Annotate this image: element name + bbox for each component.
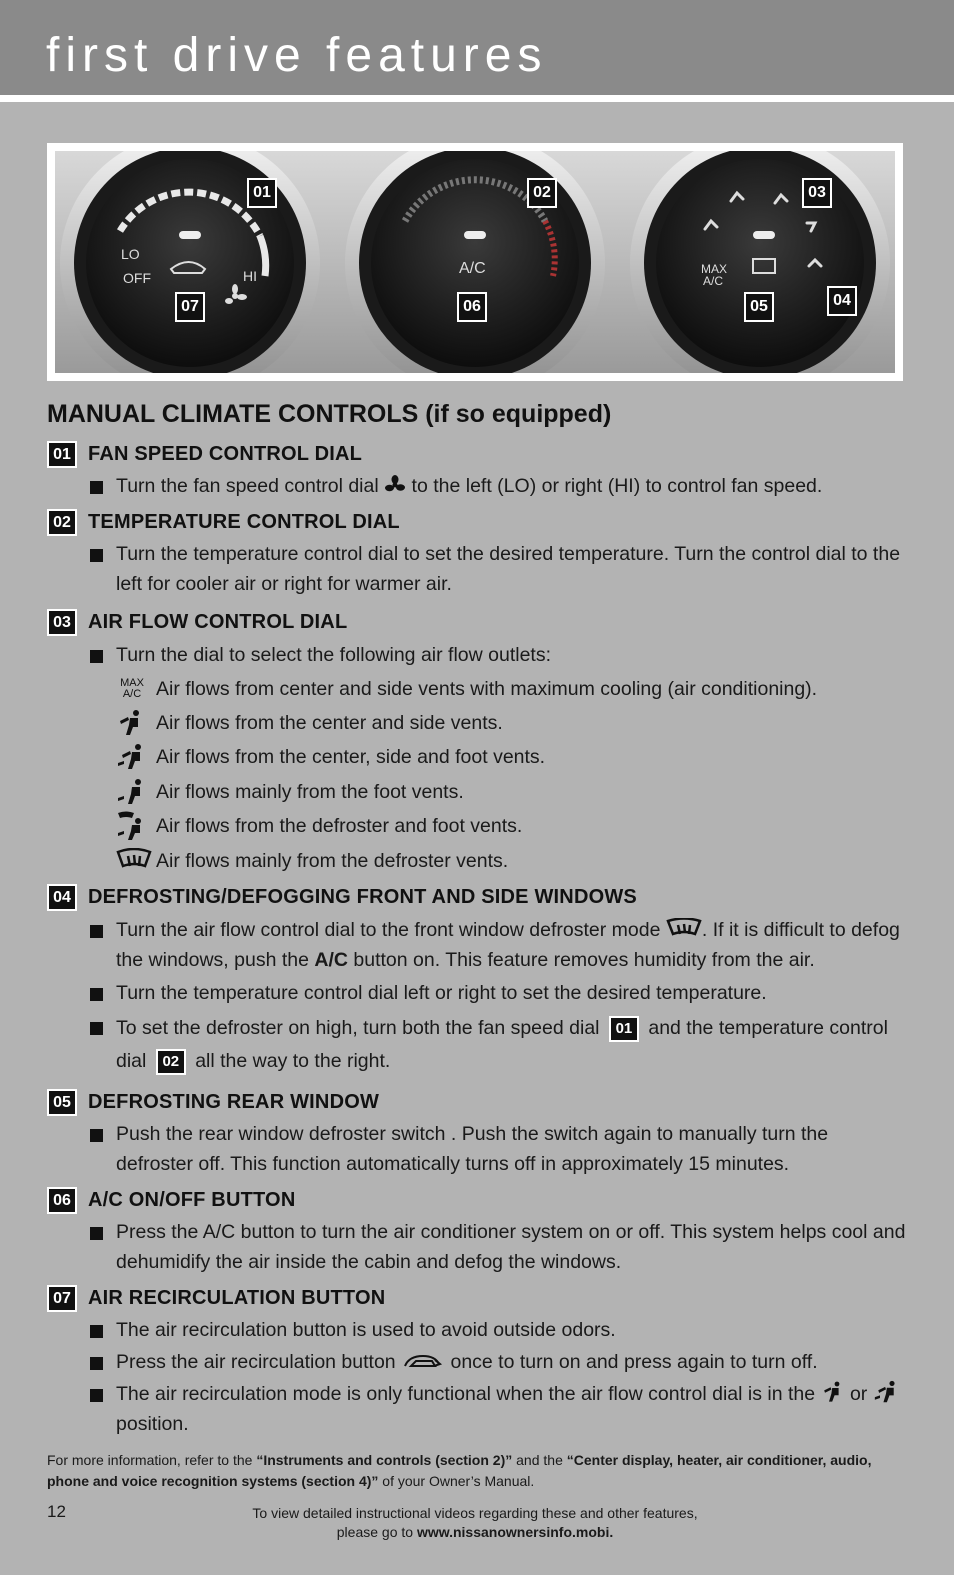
dial-label-hi: HI bbox=[243, 268, 257, 284]
footer-url[interactable]: www.nissanownersinfo.mobi. bbox=[416, 1524, 614, 1540]
bullet-text: all the way to the right. bbox=[195, 1050, 391, 1072]
bullet-text: and the temperature control dial bbox=[116, 1017, 888, 1072]
item-badge: 05 bbox=[47, 1089, 77, 1116]
max-ac-icon bbox=[116, 678, 156, 700]
temperature-dial bbox=[345, 151, 605, 373]
item-heading-07 bbox=[47, 1284, 385, 1312]
bullet-text: position. bbox=[116, 1413, 189, 1435]
footnote-bold-text: “Center display, heater, air conditioner, audio, phone and voice recognition systems (section 4)” bbox=[47, 1452, 872, 1489]
item-title: DEFROSTING REAR WINDOW bbox=[88, 1090, 380, 1113]
footnote-text: For more information, refer to the bbox=[47, 1452, 257, 1468]
climate-dials-illustration bbox=[55, 151, 895, 373]
air-flow-mode-bi-level bbox=[116, 742, 545, 772]
bullet-text: . If it is difficult to defog the windows, push the bbox=[116, 919, 900, 971]
item-badge: 02 bbox=[47, 509, 77, 536]
defrost-icon bbox=[666, 918, 702, 940]
bullet-text: The air recirculation mode is only functional when the air flow control dial is in the bbox=[116, 1383, 816, 1405]
page-number: 12 bbox=[47, 1502, 66, 1521]
vent-icon bbox=[116, 709, 156, 737]
vent-icon bbox=[821, 1380, 845, 1404]
item-title: FAN SPEED CONTROL DIAL bbox=[88, 442, 363, 465]
item-title: AIR FLOW CONTROL DIAL bbox=[88, 610, 348, 633]
dial-label-ac: A/C bbox=[459, 260, 486, 277]
bullet-text: or bbox=[849, 1383, 868, 1405]
header-divider bbox=[0, 95, 954, 102]
dial-label-max-ac: A/C bbox=[703, 274, 724, 288]
fan-icon bbox=[384, 475, 406, 495]
climate-controls-photo bbox=[55, 151, 895, 373]
dial-label-lo: LO bbox=[121, 246, 140, 262]
bullet-item: Turn the dial to select the following air flow outlets: bbox=[90, 640, 910, 670]
bullet-item bbox=[90, 1012, 910, 1078]
page-header bbox=[0, 0, 954, 95]
mode-description: Air flows from the center and side vents. bbox=[156, 711, 503, 734]
footer-note bbox=[200, 1504, 750, 1542]
mode-description: Air flows from the center, side and foot vents. bbox=[156, 745, 546, 768]
bullet-item: The air recirculation button is used to avoid outside odors. bbox=[90, 1315, 910, 1345]
bullet-item bbox=[90, 1347, 910, 1377]
item-badge: 04 bbox=[47, 884, 77, 911]
footnote-bold-text: “Instruments and controls (section 2)” bbox=[256, 1452, 513, 1468]
section-title: MANUAL CLIMATE CONTROLS (if so equipped) bbox=[47, 400, 612, 428]
mode-description: Air flows from center and side vents with maximum cooling (air conditioning). bbox=[156, 677, 818, 700]
bullet-item: Push the rear window defroster switch . Push the switch again to manually turn the defroster off. This function automatically turns off in approximately 15 minutes. bbox=[90, 1119, 910, 1179]
fan-speed-dial bbox=[60, 151, 320, 373]
item-badge: 07 bbox=[47, 1285, 77, 1312]
bullet-item bbox=[90, 1379, 910, 1439]
mode-description: Air flows from the defroster and foot vents. bbox=[156, 814, 523, 837]
bullet-text: Turn the air flow control dial to the front window defroster mode bbox=[116, 919, 661, 941]
item-heading-03 bbox=[47, 608, 347, 636]
item-title: TEMPERATURE CONTROL DIAL bbox=[88, 510, 400, 533]
inline-badge-01: 01 bbox=[609, 1016, 639, 1042]
air-flow-mode-defrost-foot bbox=[116, 811, 522, 841]
footnote-text: of your Owner’s Manual. bbox=[378, 1473, 535, 1489]
bullet-text: Press the air recirculation button bbox=[116, 1351, 396, 1373]
page-title: first drive features bbox=[46, 29, 548, 82]
callout-06: 06 bbox=[457, 292, 487, 322]
item-title: AIR RECIRCULATION BUTTON bbox=[88, 1286, 386, 1309]
bullet-item bbox=[90, 471, 910, 501]
dial-label-off: OFF bbox=[123, 270, 151, 286]
item-title: A/C ON/OFF BUTTON bbox=[88, 1188, 296, 1211]
item-heading-04 bbox=[47, 883, 637, 911]
item-heading-05 bbox=[47, 1088, 379, 1116]
defrost-foot-icon bbox=[116, 811, 156, 841]
item-heading-02 bbox=[47, 508, 400, 536]
recirculation-icon bbox=[401, 1352, 445, 1372]
bullet-item: Turn the temperature control dial left or right to set the desired temperature. bbox=[90, 978, 910, 1008]
air-flow-mode-defrost bbox=[116, 846, 508, 876]
footnote-text: and the bbox=[512, 1452, 567, 1468]
item-badge: 06 bbox=[47, 1187, 77, 1214]
bullet-text: once to turn on and press again to turn off. bbox=[450, 1351, 818, 1373]
footer-line-2: please go to bbox=[336, 1524, 417, 1540]
item-heading-06 bbox=[47, 1186, 295, 1214]
item-title: DEFROSTING/DEFOGGING FRONT AND SIDE WINDOWS bbox=[88, 885, 637, 908]
max-ac-icon-text-max: MAX bbox=[120, 677, 144, 689]
dial-label-max: MAX bbox=[701, 262, 728, 276]
bullet-item: Turn the temperature control dial to set the desired temperature. Turn the control dial to the left for cooler air or right for warmer air. bbox=[90, 539, 910, 599]
bi-level-icon bbox=[116, 743, 156, 771]
footer-line-1: To view detailed instructional videos regarding these and other features, bbox=[252, 1505, 698, 1521]
max-ac-icon-text-ac: A/C bbox=[122, 688, 142, 700]
item-badge: 03 bbox=[47, 609, 77, 636]
air-flow-mode-max-ac bbox=[116, 674, 817, 704]
foot-icon bbox=[116, 778, 156, 806]
air-flow-dial bbox=[630, 151, 890, 373]
callout-01: 01 bbox=[247, 178, 277, 208]
bi-level-icon bbox=[873, 1380, 899, 1404]
bullet-item bbox=[90, 915, 910, 975]
callout-05: 05 bbox=[744, 292, 774, 322]
callout-04: 04 bbox=[827, 286, 857, 316]
bullet-text: Turn the fan speed control dial bbox=[116, 475, 379, 497]
bullet-text: button on. This feature removes humidity from the air. bbox=[353, 949, 815, 971]
climate-controls-photo-frame bbox=[47, 143, 903, 381]
bullet-text: to the left (LO) or right (HI) to control fan speed. bbox=[411, 475, 823, 497]
item-badge: 01 bbox=[47, 441, 77, 468]
bullet-bold-text: A/C bbox=[314, 949, 348, 971]
mode-description: Air flows mainly from the foot vents. bbox=[156, 780, 464, 803]
air-flow-mode-foot bbox=[116, 777, 464, 807]
bullet-item: Press the A/C button to turn the air conditioner system on or off. This system helps cool and dehumidify the air inside the cabin and defog the windows. bbox=[90, 1217, 910, 1277]
defrost-icon bbox=[116, 848, 156, 874]
callout-02: 02 bbox=[527, 178, 557, 208]
air-flow-mode-vent bbox=[116, 708, 503, 738]
inline-badge-02: 02 bbox=[156, 1049, 186, 1075]
callout-07: 07 bbox=[175, 292, 205, 322]
callout-03: 03 bbox=[802, 178, 832, 208]
bullet-text: To set the defroster on high, turn both the fan speed dial bbox=[116, 1017, 600, 1039]
footnote bbox=[47, 1450, 907, 1492]
mode-description: Air flows mainly from the defroster vents. bbox=[156, 849, 509, 872]
item-heading-01 bbox=[47, 440, 362, 468]
